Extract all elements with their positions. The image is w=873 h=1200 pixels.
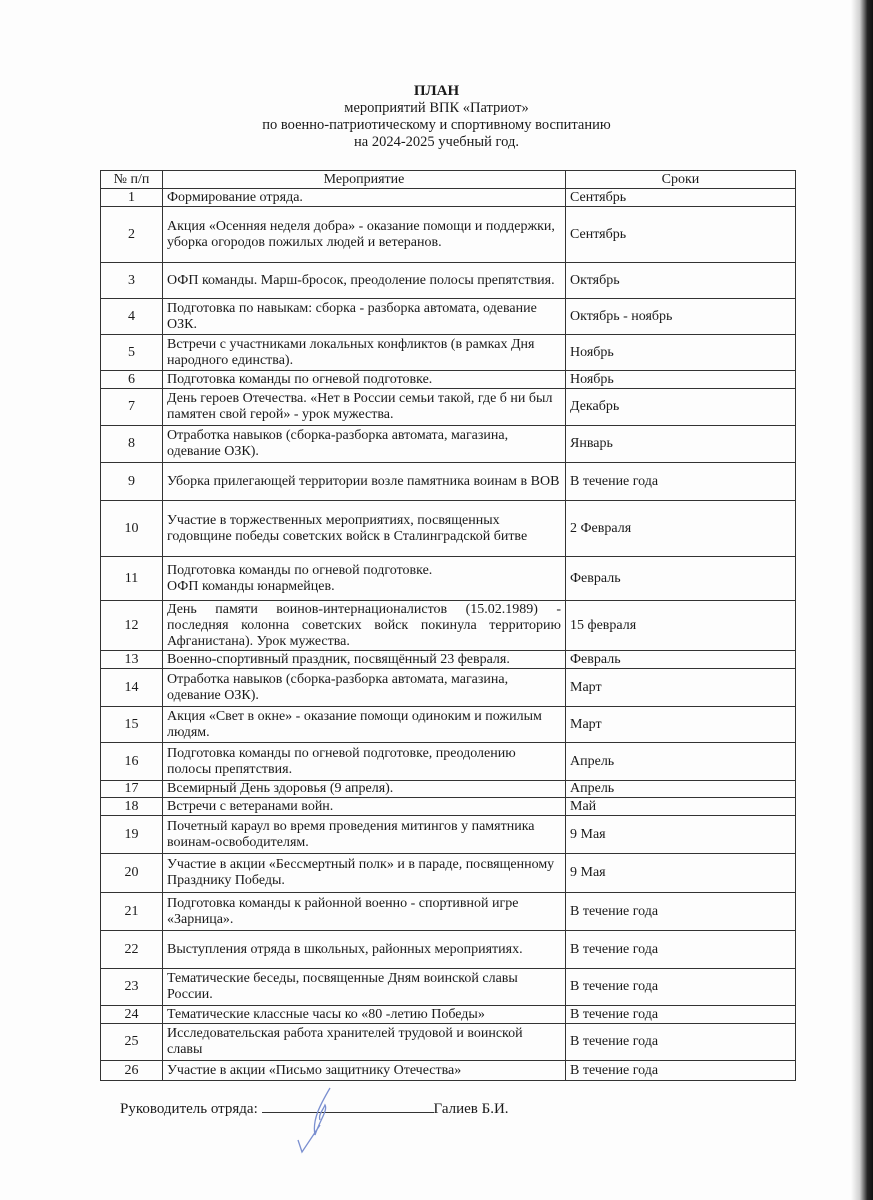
row-term: Октябрь — [566, 263, 796, 299]
table-row — [101, 893, 796, 931]
row-event: Отработка навыков (сборка-разборка автомата, магазина, одевание ОЗК). — [163, 669, 566, 707]
table-row — [101, 816, 796, 854]
table-row — [101, 969, 796, 1006]
table-row — [101, 389, 796, 426]
row-number: 11 — [101, 557, 163, 601]
table-row — [101, 189, 796, 207]
row-event: Подготовка команды по огневой подготовке. — [163, 371, 566, 389]
table-row — [101, 207, 796, 263]
table-row — [101, 743, 796, 781]
row-term: Ноябрь — [566, 371, 796, 389]
row-number: 17 — [101, 781, 163, 798]
row-event: Тематические классные часы ко «80 -летию Победы» — [163, 1006, 566, 1024]
row-term: В течение года — [566, 969, 796, 1006]
row-event: Акция «Свет в окне» - оказание помощи одиноким и пожилым людям. — [163, 707, 566, 743]
table-row — [101, 299, 796, 335]
table-row — [101, 1061, 796, 1081]
table-row — [101, 501, 796, 557]
row-event: Участие в акции «Письмо защитнику Отечества» — [163, 1061, 566, 1081]
row-number: 22 — [101, 931, 163, 969]
row-event: День памяти воинов-интернационалистов (15.02.1989) - последняя колонна советских войск покинула территорию Афганистана). Урок мужества. — [163, 601, 566, 651]
row-term: Ноябрь — [566, 335, 796, 371]
row-number: 24 — [101, 1006, 163, 1024]
events-table — [100, 170, 796, 1081]
subtitle-line-2: по военно-патриотическому и спортивному воспитанию — [262, 117, 611, 133]
document-header — [0, 83, 873, 151]
row-term: Сентябрь — [566, 207, 796, 263]
column-header-event: Мероприятие — [163, 171, 566, 189]
row-event: Встречи с ветеранами войн. — [163, 798, 566, 816]
table-row — [101, 669, 796, 707]
row-term: В течение года — [566, 1024, 796, 1061]
table-row — [101, 463, 796, 501]
table-row — [101, 707, 796, 743]
row-term: В течение года — [566, 1006, 796, 1024]
row-event: Подготовка команды к районной военно - спортивной игре «Зарница». — [163, 893, 566, 931]
row-term: Апрель — [566, 781, 796, 798]
row-number: 20 — [101, 854, 163, 893]
row-number: 23 — [101, 969, 163, 1006]
row-term: Март — [566, 669, 796, 707]
row-event: Военно-спортивный праздник, посвящённый 23 февраля. — [163, 651, 566, 669]
row-number: 14 — [101, 669, 163, 707]
row-event: Подготовка команды по огневой подготовке, преодолению полосы препятствия. — [163, 743, 566, 781]
row-number: 25 — [101, 1024, 163, 1061]
handwritten-signature — [290, 1080, 350, 1160]
row-term: В течение года — [566, 1061, 796, 1081]
signatory-name: Галиев Б.И. — [433, 1101, 509, 1117]
row-event: ОФП команды. Марш-бросок, преодоление полосы препятствия. — [163, 263, 566, 299]
row-number: 7 — [101, 389, 163, 426]
row-term: Апрель — [566, 743, 796, 781]
table-row — [101, 601, 796, 651]
row-term: Май — [566, 798, 796, 816]
row-number: 16 — [101, 743, 163, 781]
row-term: 9 Мая — [566, 854, 796, 893]
row-term: Январь — [566, 426, 796, 463]
table-row — [101, 781, 796, 798]
row-term: В течение года — [566, 463, 796, 501]
subtitle-line-3: на 2024-2025 учебный год. — [354, 134, 519, 150]
row-event: Отработка навыков (сборка-разборка автомата, магазина, одевание ОЗК). — [163, 426, 566, 463]
row-event: Встречи с участниками локальных конфликтов (в рамках Дня народного единства). — [163, 335, 566, 371]
row-event: Исследовательская работа хранителей трудовой и воинской славы — [163, 1024, 566, 1061]
signature-label: Руководитель отряда: — [120, 1101, 258, 1117]
row-term: В течение года — [566, 931, 796, 969]
row-number: 10 — [101, 501, 163, 557]
table-row — [101, 1006, 796, 1024]
row-number: 13 — [101, 651, 163, 669]
row-term: Февраль — [566, 557, 796, 601]
row-number: 4 — [101, 299, 163, 335]
row-event: Уборка прилегающей территории возле памятника воинам в ВОВ — [163, 463, 566, 501]
row-number: 1 — [101, 189, 163, 207]
table-row — [101, 798, 796, 816]
row-term: Март — [566, 707, 796, 743]
row-event: Почетный караул во время проведения митингов у памятника воинам-освободителям. — [163, 816, 566, 854]
row-term: 15 февраля — [566, 601, 796, 651]
row-term: В течение года — [566, 893, 796, 931]
table-row — [101, 854, 796, 893]
row-number: 26 — [101, 1061, 163, 1081]
row-term: Сентябрь — [566, 189, 796, 207]
subtitle-line-1: мероприятий ВПК «Патриот» — [344, 100, 529, 116]
row-event: Акция «Осенняя неделя добра» - оказание помощи и поддержки, уборка огородов пожилых людей и ветеранов. — [163, 207, 566, 263]
row-term: 2 Февраля — [566, 501, 796, 557]
row-number: 19 — [101, 816, 163, 854]
row-event: Участие в акции «Бессмертный полк» и в параде, посвященному Празднику Победы. — [163, 854, 566, 893]
table-row — [101, 651, 796, 669]
row-number: 5 — [101, 335, 163, 371]
table-header-row — [101, 171, 796, 189]
column-header-number: № п/п — [101, 171, 163, 189]
table-row — [101, 335, 796, 371]
row-term: Февраль — [566, 651, 796, 669]
table-row — [101, 371, 796, 389]
row-term: 9 Мая — [566, 816, 796, 854]
table-row — [101, 426, 796, 463]
table-row — [101, 1024, 796, 1061]
row-event: День героев Отечества. «Нет в России семьи такой, где б ни был памятен свой герой» - урок мужества. — [163, 389, 566, 426]
row-event: Выступления отряда в школьных, районных мероприятиях. — [163, 931, 566, 969]
table-row — [101, 557, 796, 601]
row-number: 6 — [101, 371, 163, 389]
row-number: 8 — [101, 426, 163, 463]
document-title: ПЛАН — [413, 83, 460, 99]
table-row — [101, 931, 796, 969]
scan-edge-shadow — [851, 0, 873, 1200]
row-event: Формирование отряда. — [163, 189, 566, 207]
row-term: Декабрь — [566, 389, 796, 426]
row-number: 2 — [101, 207, 163, 263]
row-number: 3 — [101, 263, 163, 299]
row-number: 9 — [101, 463, 163, 501]
row-number: 15 — [101, 707, 163, 743]
row-event: Участие в торжественных мероприятиях, посвященных годовщине победы советских войск в Сталинградской битве — [163, 501, 566, 557]
row-event: Подготовка команды по огневой подготовке. ОФП команды юнармейцев. — [163, 557, 566, 601]
row-number: 21 — [101, 893, 163, 931]
table-row — [101, 263, 796, 299]
row-term: Октябрь - ноябрь — [566, 299, 796, 335]
row-event: Тематические беседы, посвященные Дням воинской славы России. — [163, 969, 566, 1006]
row-event: Всемирный День здоровья (9 апреля). — [163, 781, 566, 798]
row-number: 12 — [101, 601, 163, 651]
row-number: 18 — [101, 798, 163, 816]
column-header-term: Сроки — [566, 171, 796, 189]
row-event: Подготовка по навыкам: сборка - разборка автомата, одевание ОЗК. — [163, 299, 566, 335]
